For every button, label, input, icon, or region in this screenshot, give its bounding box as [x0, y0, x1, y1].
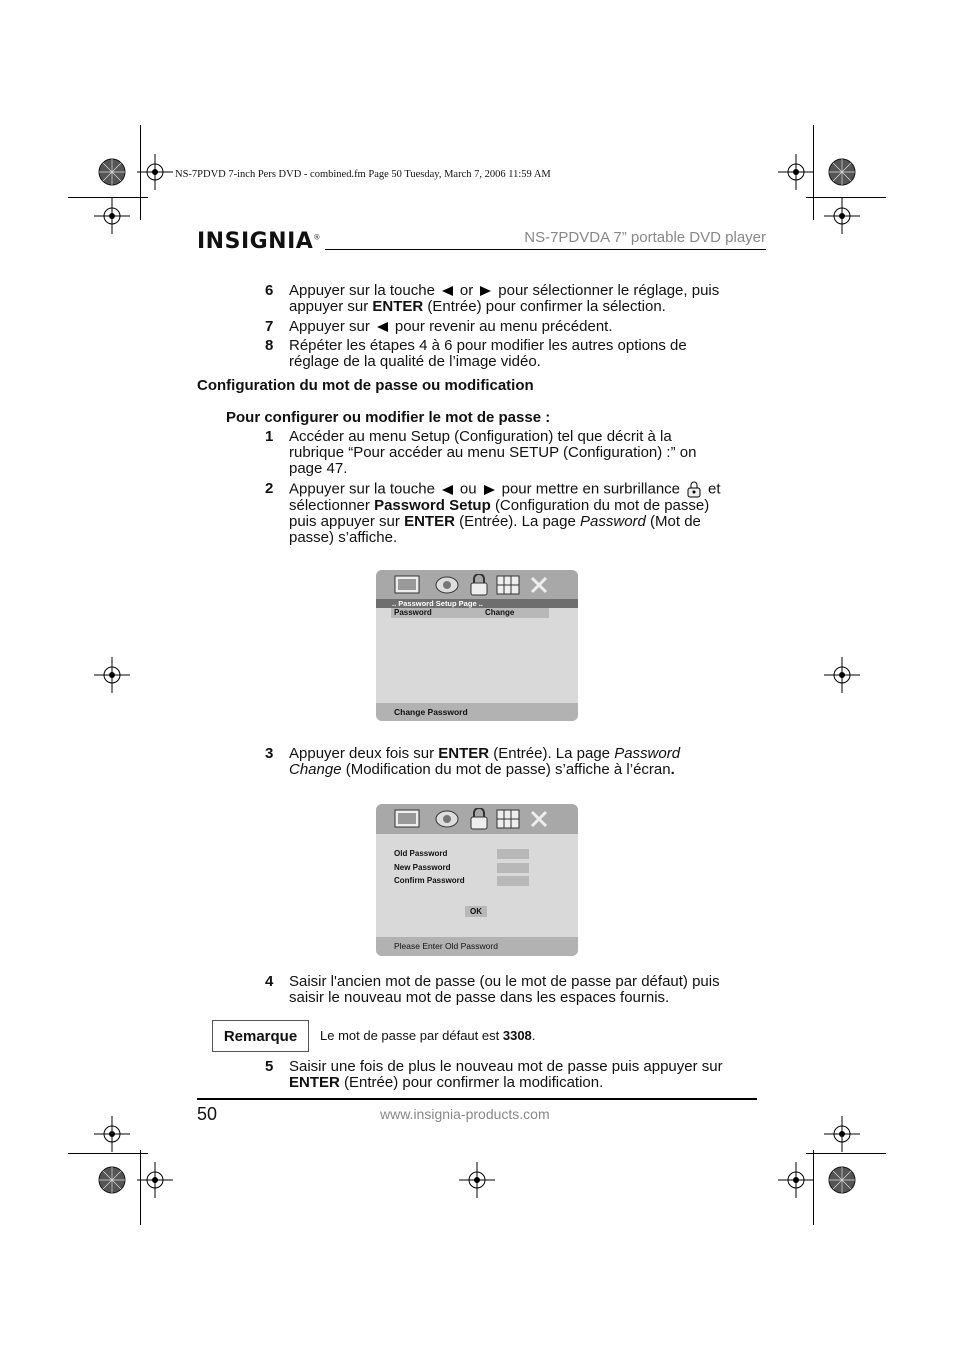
- registration-wheel-icon: [92, 1160, 132, 1200]
- grid-settings-icon: [496, 808, 520, 830]
- monitor-icon: [394, 808, 420, 830]
- grid-settings-icon: [496, 574, 520, 596]
- crosshair-icon: [776, 1160, 816, 1200]
- section-title: Configuration du mot de passe ou modification: [197, 377, 534, 394]
- model-title: NS-7PDVDA 7” portable DVD player: [524, 229, 766, 246]
- note-label: Remarque: [212, 1020, 309, 1052]
- header-rule: [325, 249, 766, 250]
- status-bar: [376, 937, 578, 956]
- left-arrow-icon: [442, 286, 453, 296]
- old-password-label: Old Password: [394, 849, 448, 858]
- monitor-icon: [394, 574, 420, 596]
- crosshair-icon: [135, 152, 175, 192]
- new-password-field[interactable]: [497, 863, 529, 873]
- change-option: Change: [485, 608, 515, 617]
- password-change-screen: [376, 804, 578, 956]
- crosshair-icon: [135, 1160, 175, 1200]
- crosshair-icon: [822, 655, 862, 695]
- crosshair-icon: [92, 655, 132, 695]
- password-label: Password: [394, 608, 432, 617]
- registration-wheel-icon: [822, 152, 862, 192]
- crosshair-icon: [457, 1160, 497, 1200]
- close-icon: [528, 808, 550, 830]
- note-text: Le mot de passe par défaut est 3308.: [320, 1028, 536, 1043]
- print-info: NS-7PDVD 7-inch Pers DVD - combined.fm Page 50 Tuesday, March 7, 2006 11:59 AM: [175, 169, 551, 180]
- status-bar: [376, 703, 578, 721]
- screen-icon-bar: [376, 804, 578, 834]
- crosshair-icon: [92, 1114, 132, 1154]
- screen-icon-bar: [376, 570, 578, 600]
- brand-logo: INSIGNIA®: [197, 229, 321, 254]
- close-icon: [528, 574, 550, 596]
- speaker-icon: [434, 574, 460, 596]
- lock-icon: [687, 481, 701, 498]
- footer-url[interactable]: www.insignia-products.com: [380, 1106, 550, 1122]
- right-arrow-icon: [484, 485, 495, 495]
- registration-wheel-icon: [92, 152, 132, 192]
- password-setup-screen: [376, 570, 578, 721]
- breadcrumb: .. Password Setup Page ..: [392, 599, 483, 608]
- breadcrumb-bar: [376, 599, 578, 608]
- registration-wheel-icon: [822, 1160, 862, 1200]
- subsection-title: Pour configurer ou modifier le mot de passe :: [226, 409, 551, 426]
- confirm-password-field[interactable]: [497, 876, 529, 886]
- left-arrow-icon: [442, 485, 453, 495]
- page-number: 50: [197, 1104, 218, 1124]
- speaker-icon: [434, 808, 460, 830]
- crosshair-icon: [822, 196, 862, 236]
- crosshair-icon: [822, 1114, 862, 1154]
- status-text: Change Password: [394, 707, 468, 717]
- ok-button[interactable]: OK: [465, 906, 487, 917]
- lock-icon: [468, 808, 490, 830]
- old-password-field[interactable]: [497, 849, 529, 859]
- password-row[interactable]: [391, 608, 549, 618]
- lock-icon: [468, 574, 490, 596]
- right-arrow-icon: [480, 286, 491, 296]
- new-password-label: New Password: [394, 863, 451, 872]
- footer-rule: [197, 1098, 757, 1100]
- confirm-password-label: Confirm Password: [394, 876, 465, 885]
- crosshair-icon: [92, 196, 132, 236]
- status-text: Please Enter Old Password: [394, 941, 498, 951]
- left-arrow-icon: [377, 322, 388, 332]
- crosshair-icon: [776, 152, 816, 192]
